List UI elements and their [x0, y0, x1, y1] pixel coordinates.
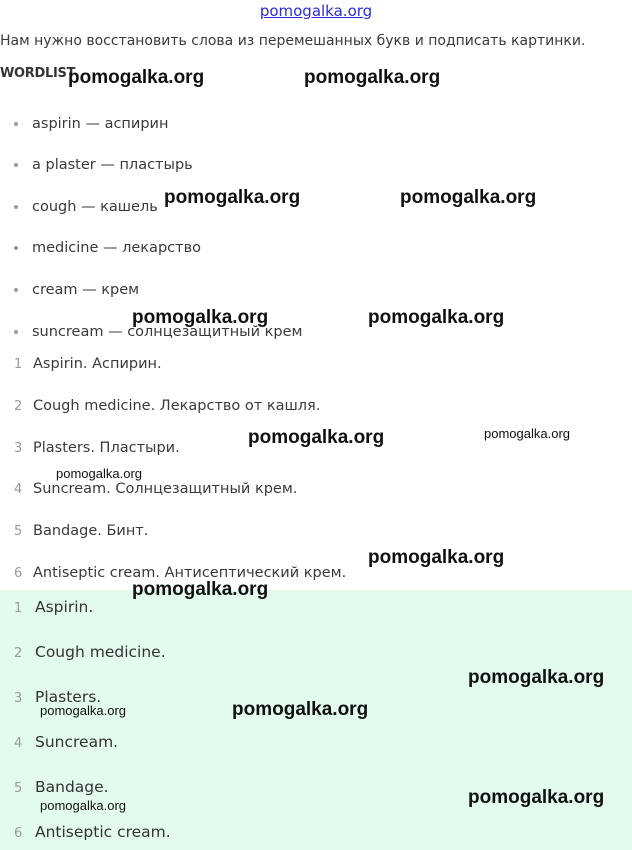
- translation-item: 4 Suncream. Солнцезащитный крем.: [14, 481, 298, 497]
- watermark: pomogalka.org: [68, 67, 205, 88]
- answer-item: 1 Aspirin.: [14, 598, 94, 616]
- watermark: pomogalka.org: [304, 67, 441, 88]
- watermark: pomogalka.org: [248, 427, 385, 448]
- answer-item: 2 Cough medicine.: [14, 643, 166, 661]
- translation-item: 5 Bandage. Бинт.: [14, 523, 149, 539]
- wordlist-item: cream — крем: [14, 282, 139, 298]
- answer-item: 6 Antiseptic cream.: [14, 823, 171, 841]
- bullet-icon: [14, 246, 18, 250]
- watermark: pomogalka.org: [40, 798, 126, 813]
- wordlist-heading: WORDLIST: [0, 66, 76, 81]
- bullet-icon: [14, 288, 18, 292]
- watermark: pomogalka.org: [468, 667, 605, 688]
- watermark: pomogalka.org: [164, 187, 301, 208]
- wordlist-item: a plaster — пластырь: [14, 157, 193, 173]
- watermark: pomogalka.org: [400, 187, 537, 208]
- wordlist-item: medicine — лекарство: [14, 240, 201, 256]
- bullet-icon: [14, 205, 18, 209]
- watermark: pomogalka.org: [468, 787, 605, 808]
- bullet-icon: [14, 330, 18, 334]
- watermark: pomogalka.org: [368, 547, 505, 568]
- bullet-icon: [14, 163, 18, 167]
- watermark: pomogalka.org: [132, 579, 269, 600]
- translation-item: 2 Cough medicine. Лекарство от кашля.: [14, 398, 321, 414]
- watermark: pomogalka.org: [56, 466, 142, 481]
- answer-item: 4 Suncream.: [14, 733, 119, 751]
- translation-item: 3 Plasters. Пластыри.: [14, 440, 180, 456]
- watermark: pomogalka.org: [484, 426, 570, 441]
- watermark: pomogalka.org: [40, 703, 126, 718]
- watermark: pomogalka.org: [232, 699, 369, 720]
- translation-item: 1 Aspirin. Аспирин.: [14, 356, 162, 372]
- wordlist-item: cough — кашель: [14, 199, 158, 215]
- wordlist-item: aspirin — аспирин: [14, 116, 168, 132]
- answer-item: 5 Bandage.: [14, 778, 109, 796]
- watermark: pomogalka.org: [368, 307, 505, 328]
- answer-item: 3 Plasters.: [14, 688, 102, 706]
- watermark: pomogalka.org: [132, 307, 269, 328]
- wordlist-item: suncream — солнцезащитный крем: [14, 324, 303, 340]
- site-header-link[interactable]: pomogalka.org: [259, 2, 373, 20]
- bullet-icon: [14, 122, 18, 126]
- task-instruction: Нам нужно восстановить слова из перемешанных букв и подписать картинки.: [0, 33, 586, 49]
- translation-item: 6 Antiseptic cream. Антисептический крем.: [14, 565, 347, 581]
